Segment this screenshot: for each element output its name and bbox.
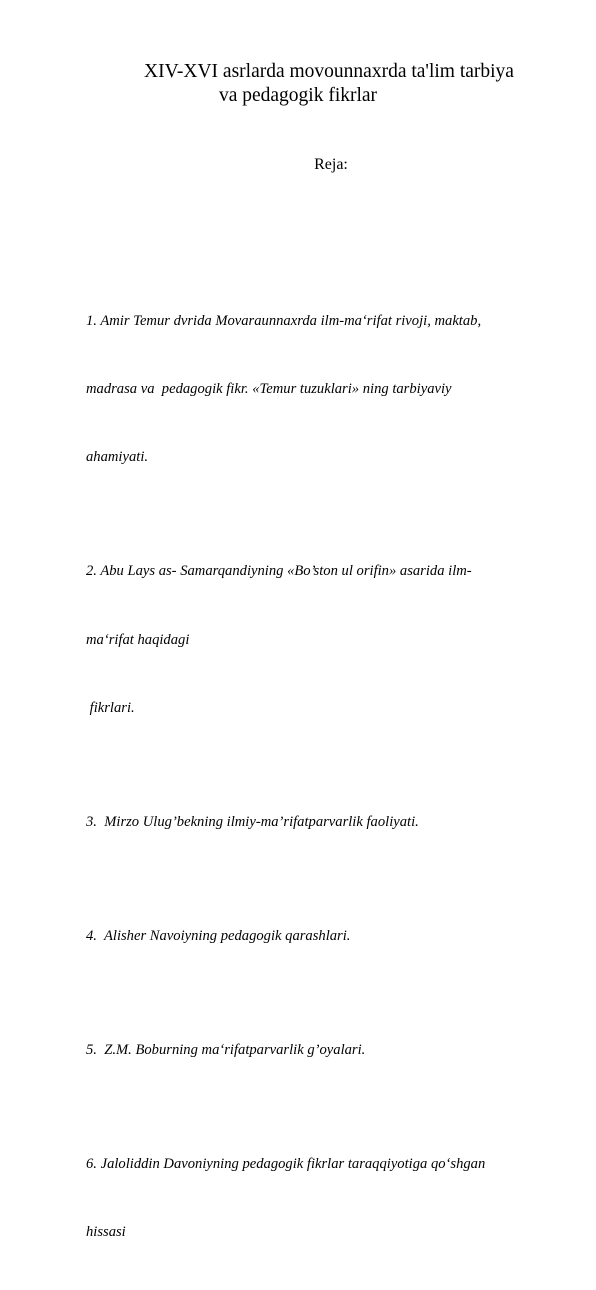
plan-list	[86, 264, 556, 1290]
plan-item-2-line-2: ma‘rifat haqidagi	[86, 631, 190, 648]
plan-item-2-line-1: 2. Abu Lays as- Samarqandiyning «Bo’ston ul orifin» asarida ilm-	[86, 563, 472, 580]
plan-item-5	[86, 994, 556, 1108]
plan-item-6-line-1: 6. Jaloliddin Davoniyning pedagogik fikrlar taraqqiyotiga qo‘shgan	[86, 1156, 486, 1173]
plan-item-4-line-1: 4. Alisher Navoiyning pedagogik qarashlari.	[86, 928, 351, 945]
plan-heading: Reja:	[314, 156, 348, 173]
plan-item-3-line-1: 3. Mirzo Ulug’bekning ilmiy-ma’rifatparvarlik faoliyati.	[86, 814, 419, 831]
plan-item-1-line-2: madrasa va pedagogik fikr. «Temur tuzuklari» ning tarbiyaviy	[86, 380, 452, 397]
plan-item-2	[86, 515, 556, 766]
plan-item-4	[86, 880, 556, 994]
plan-item-1-line-1: 1. Amir Temur dvrida Movaraunnaxrda ilm-ma‘rifat rivoji, maktab,	[86, 312, 482, 329]
plan-item-2-line-3: fikrlari.	[86, 700, 135, 717]
plan-item-3	[86, 766, 556, 880]
plan-item-6-line-2: hissasi	[86, 1224, 126, 1241]
plan-item-5-line-1: 5. Z.M. Boburning ma‘rifatparvarlik g’oyalari.	[86, 1042, 366, 1059]
plan-item-1-line-3: ahamiyati.	[86, 449, 149, 466]
plan-item-6	[86, 1107, 556, 1289]
document-title-line-1: XIV-XVI asrlarda movounnaxrda ta'lim tarbiya	[144, 61, 514, 82]
plan-item-1	[86, 264, 556, 515]
document-title-line-2: va pedagogik fikrlar	[218, 85, 378, 106]
